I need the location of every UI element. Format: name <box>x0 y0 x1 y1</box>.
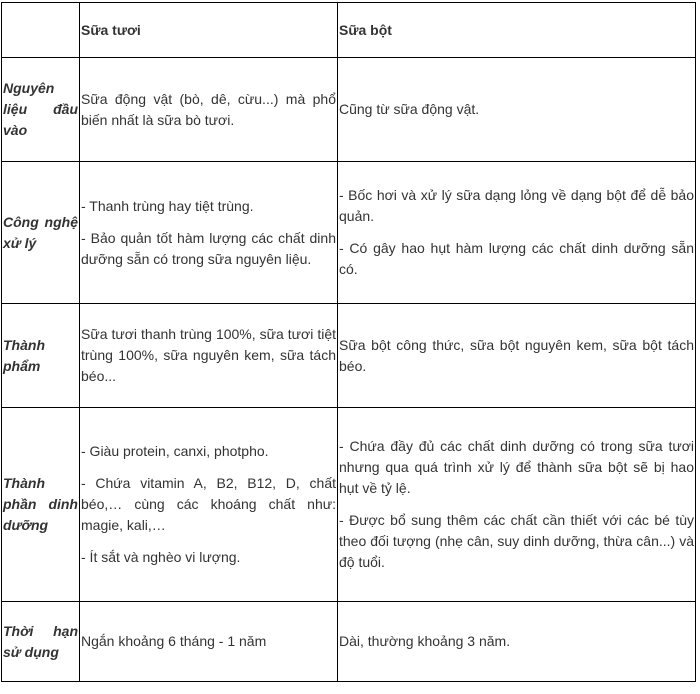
header-row <box>2 3 696 58</box>
cell-text: Sữa tươi thanh trùng 100%, sữa tươi tiệt trùng 100%, sữa nguyên kem, sữa tách béo... <box>81 326 336 384</box>
row-label-raw-material: Nguyên liệu đầu vào <box>2 58 80 162</box>
cell-text: - Được bổ sung thêm các chất cần thiết với các bé tùy theo đối tượng (nhẹ cân, suy dinh dưỡng, thừa cân...) và độ tuổi. <box>339 512 694 570</box>
table-row <box>2 304 696 408</box>
cell-text: Sữa động vật (bò, dê, cừu...) mà phổ biến nhất là sữa bò tươi. <box>81 90 336 128</box>
header-empty-cell <box>2 3 80 58</box>
cell-fresh-nutrition <box>80 408 338 602</box>
comparison-table <box>1 2 696 682</box>
cell-text: - Thanh trùng hay tiệt trùng. <box>81 197 254 214</box>
cell-fresh-processing <box>80 162 338 304</box>
table-row <box>2 58 696 162</box>
cell-powder-processing <box>338 162 696 304</box>
row-label-processing: Công nghệ xử lý <box>2 162 80 304</box>
cell-text: Dài, thường khoảng 3 năm. <box>339 633 511 649</box>
header-fresh-milk: Sữa tươi <box>80 3 338 58</box>
row-label-shelf-life: Thời hạn sử dụng <box>2 602 80 682</box>
cell-text: - Có gây hao hụt hàm lượng các chất dinh dưỡng sẵn có. <box>339 240 694 277</box>
cell-powder-products <box>338 304 696 408</box>
row-label-nutrition: Thành phần dinh dưỡng <box>2 408 80 602</box>
cell-text: Sữa bột công thức, sữa bột nguyên kem, sữa bột tách béo. <box>339 336 694 374</box>
cell-text: - Bốc hơi và xử lý sữa dạng lỏng về dạng bột để dễ bảo quản. <box>339 187 694 224</box>
table-row <box>2 408 696 602</box>
table-row <box>2 162 696 304</box>
header-powdered-milk: Sữa bột <box>338 3 696 58</box>
cell-text: - Chứa đầy đủ các chất dinh dưỡng có trong sữa tươi nhưng qua quá trình xử lý để thành sữa bột sẽ bị hao hụt về tỷ lệ. <box>339 438 694 496</box>
row-label-products: Thành phẩm <box>2 304 80 408</box>
cell-fresh-shelf-life <box>80 602 338 682</box>
cell-powder-nutrition <box>338 408 696 602</box>
cell-powder-raw-material <box>338 58 696 162</box>
cell-text: Cũng từ sữa động vật. <box>339 101 480 117</box>
cell-text: Ngắn khoảng 6 tháng - 1 năm <box>81 633 267 649</box>
cell-text: - Ít sắt và nghèo vi lượng. <box>81 549 241 565</box>
cell-fresh-products <box>80 304 338 408</box>
table-row <box>2 602 696 682</box>
cell-text: - Chứa vitamin A, B2, B12, D, chất béo,… cùng các khoáng chất như: magie, kali,… <box>81 475 336 533</box>
cell-fresh-raw-material <box>80 58 338 162</box>
cell-text: - Giàu protein, canxi, photpho. <box>81 443 269 459</box>
cell-text: - Bảo quản tốt hàm lượng các chất dinh dưỡng sẵn có trong sữa nguyên liệu. <box>81 229 336 267</box>
cell-powder-shelf-life <box>338 602 696 682</box>
